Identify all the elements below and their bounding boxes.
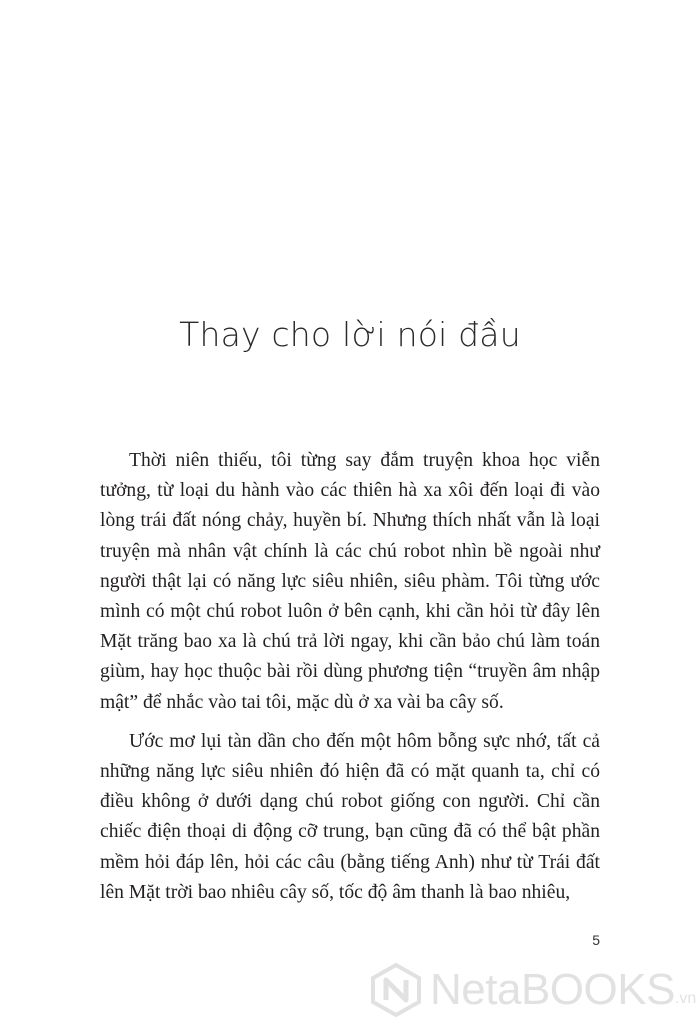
- netabooks-logo-icon: [368, 962, 424, 1018]
- watermark-suffix: .vn: [674, 990, 697, 1007]
- body-text: [100, 446, 600, 917]
- paragraph-1: Thời niên thiếu, tôi từng say đắm truyện khoa học viễn tưởng, từ loại du hành vào các thiên hà xa xôi đến loại đi vào lòng trái đất nóng chảy, huyền bí. Nhưng thích nhất vẫn là loại truyện mà nhân vật chính là các chú robot nhìn bề ngoài như người thật lại có năng lực siêu nhiên, siêu phàm. Tôi từng ước mình có một chú robot luôn ở bên cạnh, khi cần hỏi từ đây lên Mặt trăng bao xa là chú trả lời ngay, khi cần bảo chú làm toán giùm, hay học thuộc bài rồi dùng phương tiện “truyền âm nhập mật” để nhắc vào tai tôi, mặc dù ở xa vài ba cây số.: [100, 450, 600, 713]
- watermark: [368, 958, 697, 1022]
- paragraph-2: Ước mơ lụi tàn dần cho đến một hôm bỗng sực nhớ, tất cả những năng lực siêu nhiên đó hiện đã có mặt quanh ta, chỉ có điều không ở dưới dạng chú robot giống con người. Chỉ cần chiếc điện thoại di động cỡ trung, bạn cũng đã có thể bật phần mềm hỏi đáp lên, hỏi các câu (bằng tiếng Anh) như từ Trái đất lên Mặt trời bao nhiêu cây số, tốc độ âm thanh là bao nhiêu,: [100, 730, 600, 903]
- chapter-title: Thay cho lời nói đầu: [179, 315, 521, 354]
- page-number: 5: [592, 932, 600, 948]
- watermark-brand: NetaBOOKS: [430, 965, 675, 1014]
